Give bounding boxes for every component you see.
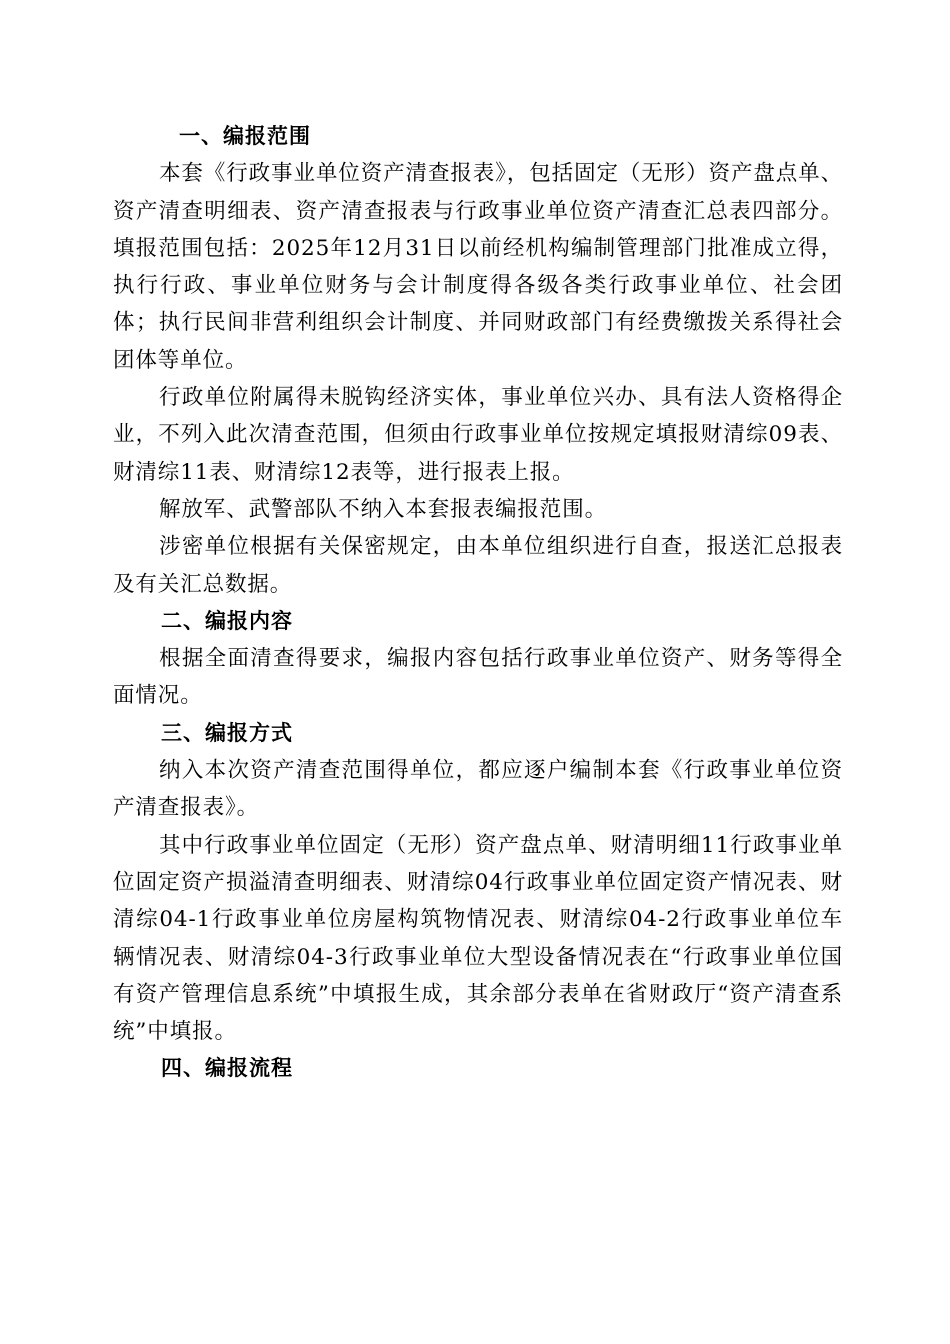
section-heading-method: 三、编报方式 [161, 720, 293, 745]
section-heading-content: 二、编报内容 [161, 608, 293, 633]
paragraph-scope-overview: 本套《行政事业单位资产清查报表》，包括固定（无形）资产盘点单、资产清查明细表、资产清查报表与行政事业单位资产清查汇总表四部分。填报范围包括：2025年12月31日以前经机构编制管理部门批准成立得，执行行政、事业单位财务与会计制度得各级各类行政事业单位、社会团体；执行民间非营利组织会计制度、并同财政部门有经费缴拨关系得社会团体等单位。 [113, 161, 843, 373]
paragraph-scope-military: 解放军、武警部队不纳入本套报表编报范围。 [159, 496, 608, 522]
paragraph-method-general: 纳入本次资产清查范围得单位，都应逐户编制本套《行政事业单位资产清查报表》。 [113, 758, 843, 821]
paragraph-scope-exclusions: 行政单位附属得未脱钩经济实体，事业单位兴办、具有法人资格得企业，不列入此次清查范围，但须由行政事业单位按规定填报财清综09表、财清综11表、财清综12表等，进行报表上报。 [113, 385, 843, 485]
paragraph-scope-classified: 涉密单位根据有关保密规定，由本单位组织进行自查，报送汇总报表及有关汇总数据。 [113, 534, 843, 597]
section-heading-process: 四、编报流程 [161, 1056, 293, 1081]
paragraph-method-systems: 其中行政事业单位固定（无形）资产盘点单、财清明细11行政事业单位固定资产损溢清查明细表、财清综04行政事业单位固定资产情况表、财清综04-1行政事业单位房屋构筑物情况表、财清综04-2行政事业单位车辆情况表、财清综04-3行政事业单位大型设备情况表在“行政事业单位国有资产管理信息系统”中填报生成，其余部分表单在省财政厅“资产清查系统”中填报。 [113, 832, 843, 1045]
section-heading-scope: 一、编报范围 [179, 124, 311, 148]
document-body [113, 118, 843, 1088]
paragraph-content: 根据全面清查得要求，编报内容包括行政事业单位资产、财务等得全面情况。 [113, 646, 843, 709]
